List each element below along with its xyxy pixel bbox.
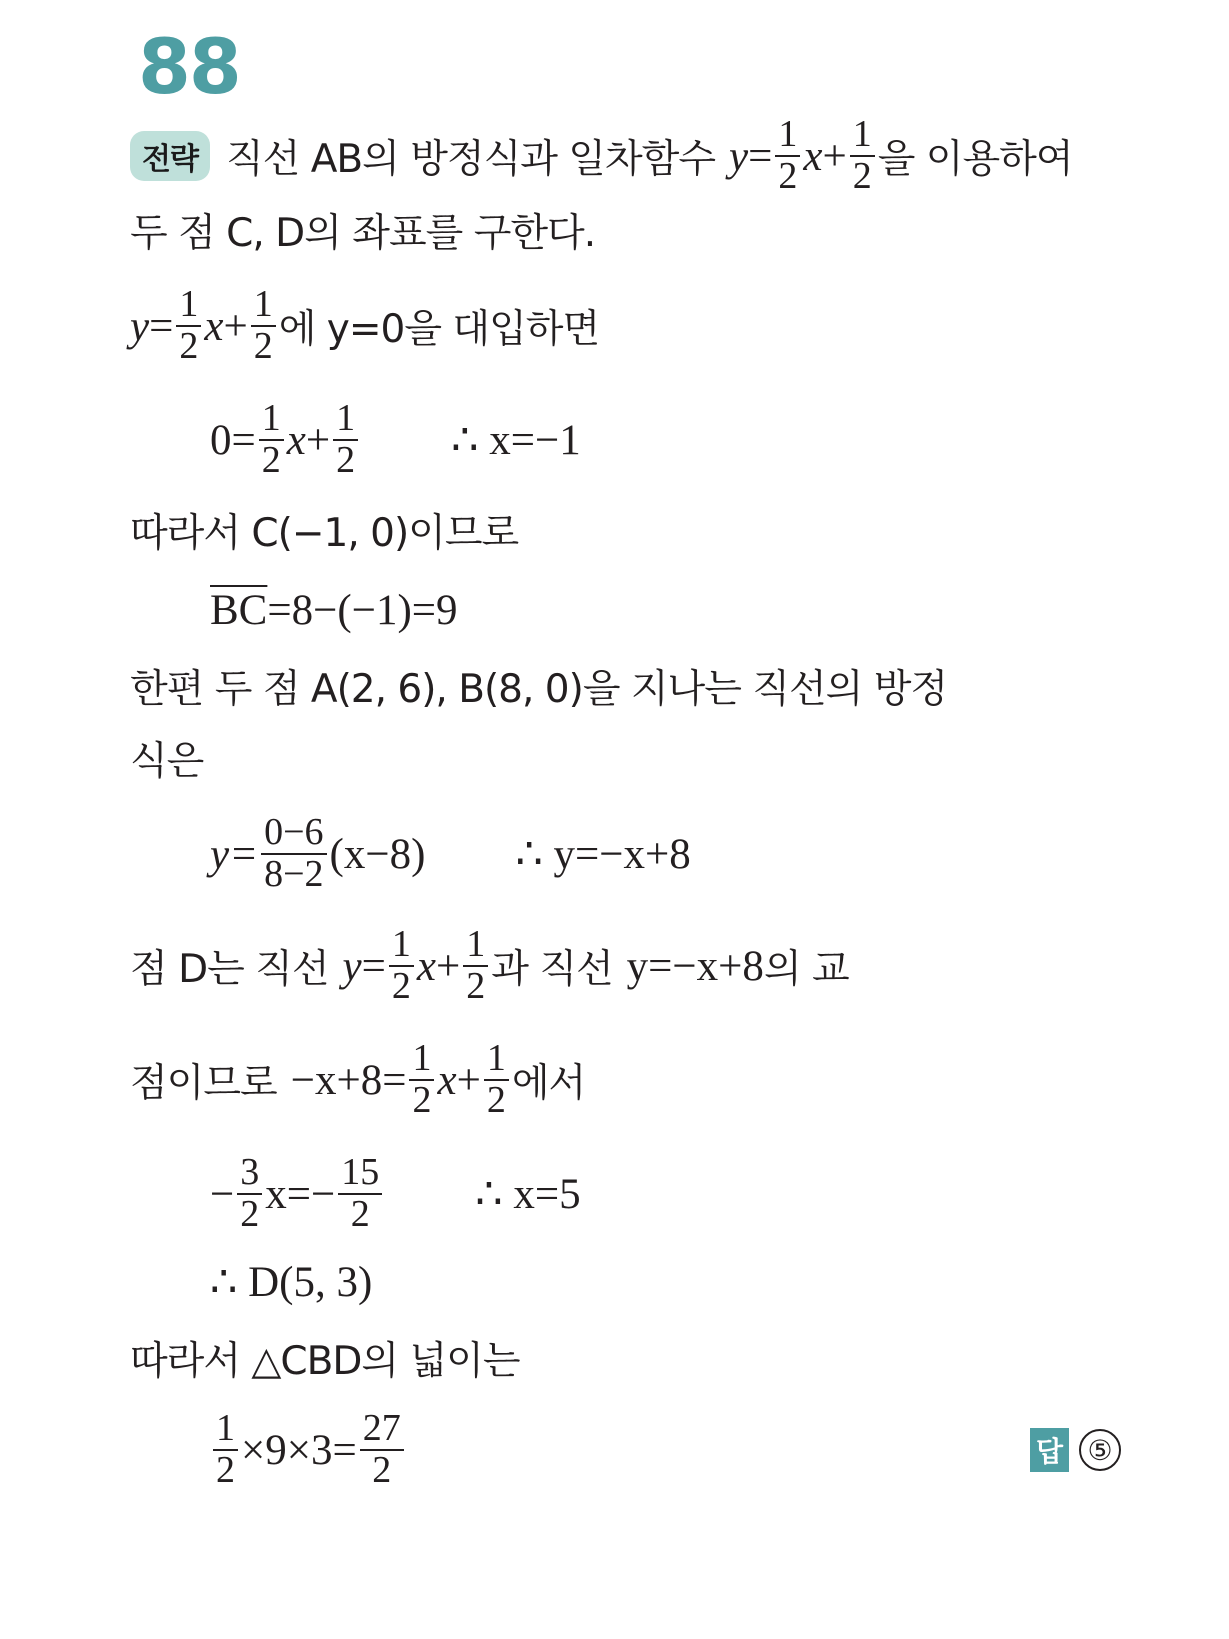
step-4: $\overline{BC}$ =8−(−1)=9 <box>210 586 458 634</box>
step-12: 따라서 △CBD의 넓이는 <box>130 1339 520 1384</box>
strategy-line-2: 두 점 C, D의 좌표를 구한다. <box>130 211 596 256</box>
step-9: 점이므로 −x+8= $\frac{1}{2}$ x + $\frac{1}{2}$ 에서 <box>130 1037 586 1121</box>
fraction: $\frac{0-6}{8-2}$ <box>261 813 326 895</box>
fraction: $\frac{1}{2}$ <box>213 1409 238 1491</box>
step-6: 식은 <box>130 739 204 784</box>
problem-number: 88 <box>138 22 240 111</box>
step-11: ∴ D(5, 3) <box>210 1259 373 1306</box>
step-2: 0= $\frac{1}{2}$ x + $\frac{1}{2}$ ∴ x=−1 <box>210 397 581 481</box>
step-10-result: ∴ x=5 <box>475 1171 581 1218</box>
step-7-result: ∴ y=−x+8 <box>515 831 691 878</box>
step-5: 한편 두 점 A(2, 6), B(8, 0)을 지나는 직선의 방정 <box>130 667 948 712</box>
answer-choice: ⑤ <box>1079 1429 1121 1471</box>
strategy-text-b: 을 이용하여 <box>877 137 1073 182</box>
fraction: $\frac{1}{2}$ <box>409 1039 434 1121</box>
step-2-result: ∴ x=−1 <box>451 417 581 464</box>
step-13: $\frac{1}{2}$ ×9×3= $\frac{27}{2}$ <box>210 1400 407 1500</box>
step-8: 점 D는 직선 y = $\frac{1}{2}$ x + $\frac{1}{2}$ 과 직선 y=−x+8 의 교 <box>130 923 849 1007</box>
fraction: $\frac{1}{2}$ <box>389 925 414 1007</box>
fraction: $\frac{1}{2}$ <box>484 1039 509 1121</box>
answer <box>1030 1400 1121 1500</box>
step-1: y = $\frac{1}{2}$ x + $\frac{1}{2}$ 에 y=0을 대입하면 <box>130 283 600 367</box>
fraction: $\frac{1}{2}$ <box>463 925 488 1007</box>
fraction: $\frac{1}{2}$ <box>333 399 358 481</box>
strategy-text-a: 직선 AB의 방정식과 일차함수 <box>225 137 716 182</box>
step-3: 따라서 C(−1, 0)이므로 <box>130 511 519 556</box>
strategy-y: y <box>729 132 749 180</box>
fraction: $\frac{1}{2}$ <box>251 285 276 367</box>
fraction: $\frac{1}{2}$ <box>176 285 201 367</box>
step-7: y= $\frac{0-6}{8-2}$ (x−8) ∴ y=−x+8 <box>210 811 691 895</box>
fraction: $\frac{1}{2}$ <box>850 115 875 197</box>
strategy-line-1: 전략 직선 AB의 방정식과 일차함수 y = $\frac{1}{2}$ x + $\frac{1}{2}$ 을 이용하여 <box>130 106 1073 206</box>
fraction: $\frac{1}{2}$ <box>775 115 800 197</box>
fraction: $\frac{1}{2}$ <box>259 399 284 481</box>
answer-label: 답 <box>1030 1428 1069 1472</box>
segment-bc: $\overline{BC}$ <box>210 586 268 634</box>
step-10: − $\frac{3}{2}$ x=− $\frac{15}{2}$ ∴ x=5 <box>210 1151 581 1235</box>
fraction: $\frac{3}{2}$ <box>237 1153 262 1235</box>
fraction: $\frac{15}{2}$ <box>338 1153 382 1235</box>
strategy-tag: 전략 <box>130 131 210 181</box>
fraction: $\frac{27}{2}$ <box>360 1409 404 1491</box>
